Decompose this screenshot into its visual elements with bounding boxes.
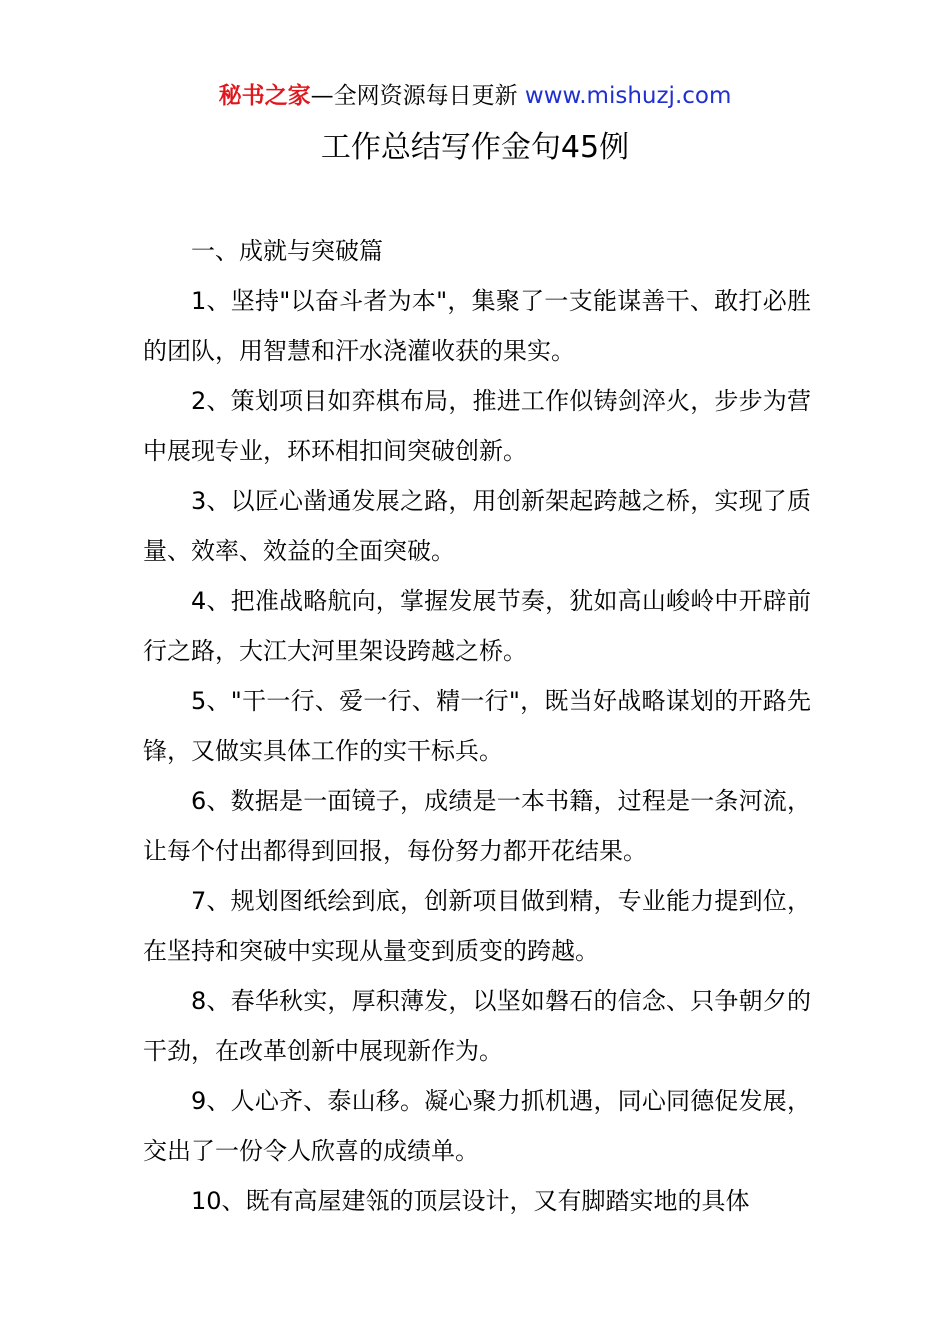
document-body [143, 226, 811, 1226]
list-item: 7、规划图纸绘到底，创新项目做到精，专业能力提到位，在坚持和突破中实现从量变到质变的跨越。 [143, 887, 811, 965]
list-item: 3、以匠心凿通发展之路，用创新架起跨越之桥，实现了质量、效率、效益的全面突破。 [143, 487, 811, 565]
list-item: 5、"干一行、爱一行、精一行"，既当好战略谋划的开路先锋，又做实具体工作的实干标兵。 [143, 687, 811, 765]
document-title: 工作总结写作金句45例 [320, 130, 630, 165]
list-item: 6、数据是一面镜子，成绩是一本书籍，过程是一条河流，让每个付出都得到回报，每份努力都开花结果。 [143, 787, 811, 865]
site-url-link[interactable]: www.mishuzj.com [524, 83, 732, 109]
site-header [0, 80, 950, 112]
list-item: 2、策划项目如弈棋布局，推进工作似铸剑淬火，步步为营中展现专业，环环相扣间突破创新。 [143, 387, 811, 465]
site-tagline: —全网资源每日更新 [310, 83, 525, 109]
site-brand: 秘书之家 [218, 83, 311, 109]
list-item: 8、春华秋实，厚积薄发，以坚如磐石的信念、只争朝夕的干劲，在改革创新中展现新作为。 [143, 987, 811, 1065]
list-item: 9、人心齐、泰山移。凝心聚力抓机遇，同心同德促发展，交出了一份令人欣喜的成绩单。 [143, 1087, 811, 1165]
list-item: 1、坚持"以奋斗者为本"，集聚了一支能谋善干、敢打必胜的团队，用智慧和汗水浇灌收获的果实。 [143, 287, 811, 365]
list-item: 4、把准战略航向，掌握发展节奏，犹如高山峻岭中开辟前行之路，大江大河里架设跨越之桥。 [143, 587, 811, 665]
section-heading: 一、成就与突破篇 [191, 237, 383, 265]
list-item: 10、既有高屋建瓴的顶层设计，又有脚踏实地的具体 [191, 1187, 750, 1215]
